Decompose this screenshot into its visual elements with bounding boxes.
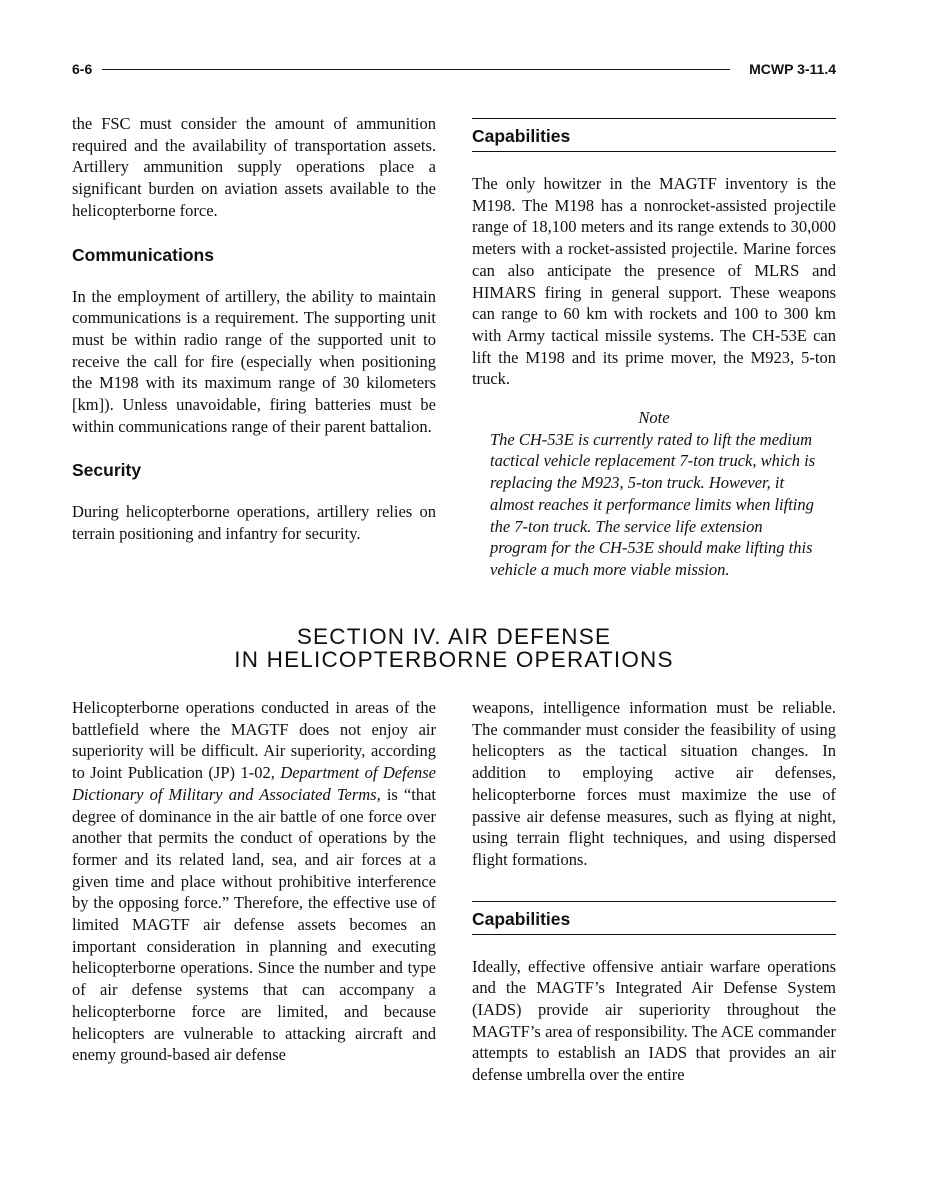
publication-title: Department of Defense Dictionary of Military and Associated Terms: [72, 763, 437, 804]
document-id: MCWP 3-11.4: [749, 61, 836, 77]
air-superiority-text-end: , is “that degree of dominance in the air battle of one force over another that permits the conduct of operations by the former and its related land, sea, and air forces at a given time and place without prohibitive interference by the opposing force.” Therefore, the effective use of limited MAGTF air defense assets becomes an important consideration in planning and executing helicopterborne operations. Since the number and type of air defense systems that can accompany a helicopterborne force are limited, and because helicopters are vulnerable to attacking aircraft and enemy ground-based air defense: [72, 784, 436, 1065]
air-superiority-text-start: Helicopterborne operations conducted in areas of the battlefield where the MAGTF does not enjoy air superiority will be difficult. Air superiority, according to Joint Publication (JP) 1-02,: [72, 698, 436, 783]
security-paragraph: During helicopterborne operations, artillery relies on terrain positioning and infantry for security.: [72, 502, 436, 544]
air-superiority-paragraph: [72, 697, 436, 1066]
capabilities-heading-2: Capabilities: [472, 901, 836, 935]
bottom-left-column: [72, 697, 436, 1066]
continuation-paragraph: weapons, intelligence information must be reliable. The commander must consider the feasibility of using helicopters as the tactical situation changes. In addition to employing active air defenses, helicopterborne forces must maximize the use of passive air defense measures, such as flying at night, using terrain flight techniques, and using dispersed flight formations.: [472, 698, 836, 869]
communications-paragraph: In the employment of artillery, the ability to maintain communications is a requirement. The supporting unit must be within radio range of the supported unit to receive the call for fire (especially when positioning the M198 with its maximum range of 30 kilometers [km]). Unless unavoidable, firing batteries must be within communications range of their parent battalion.: [72, 286, 436, 436]
communications-heading: Communications: [72, 244, 214, 265]
page-number: 6-6: [72, 61, 93, 77]
header-rule: [102, 69, 730, 70]
capabilities-heading: Capabilities: [472, 118, 836, 152]
bottom-right-column: [472, 697, 836, 1086]
section-title-line-1: SECTION IV. AIR DEFENSE: [296, 624, 612, 649]
section-title-line-2: IN HELICOPTERBORNE OPERATIONS: [234, 647, 674, 672]
top-left-column: [72, 113, 436, 545]
security-heading: Security: [72, 460, 142, 481]
note-title: Note: [638, 408, 670, 428]
intro-paragraph: the FSC must consider the amount of ammunition required and the availability of transportation assets. Artillery ammunition supply operations place a significant burden on aviation assets available to the helicopterborne force.: [72, 114, 436, 220]
capabilities-paragraph-2: Ideally, effective offensive antiair warfare operations and the MAGTF’s Integrated Air Defense System (IADS) provide air superiority throughout the MAGTF’s area of responsibility. The ACE commander attempts to establish an IADS that provides an air defense umbrella over the entire: [472, 956, 836, 1085]
capabilities-paragraph: The only howitzer in the MAGTF inventory is the M198. The M198 has a nonrocket-assisted projectile range of 18,100 meters and its range extends to 30,000 meters with a rocket-assisted projectile. Marine forces can also anticipate the presence of MLRS and HIMARS firing in general support. These weapons can range to 60 km with rockets and 100 to 300 km with Army tactical missile systems. The CH-53E can lift the M198 and its prime mover, the M923, 5-ton truck.: [472, 174, 836, 389]
top-right-column: [472, 118, 836, 581]
note-body: The CH-53E is currently rated to lift the medium tactical vehicle replacement 7-ton truck, which is replacing the M923, 5-ton truck. However, it almost reaches it performance limits when lifting the 7-ton truck. The service life extension program for the CH-53E should make lifting this vehicle a much more viable mission.: [490, 429, 816, 579]
